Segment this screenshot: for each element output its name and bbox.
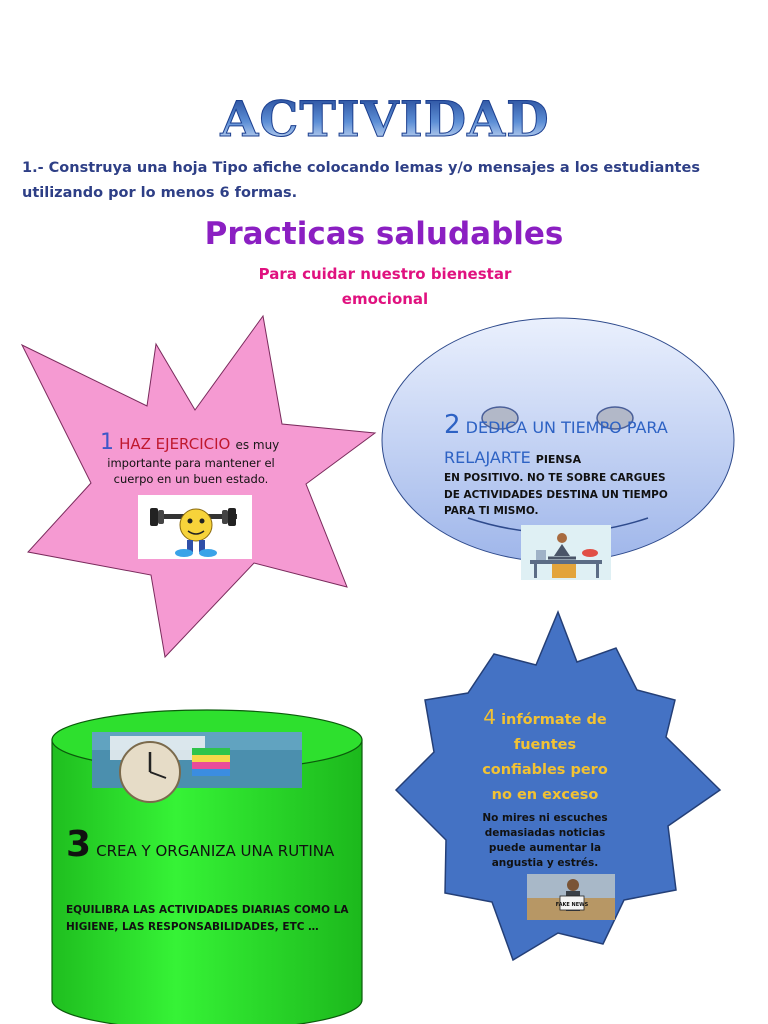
card-3-heading: CREA Y ORGANIZA UNA RUTINA [96, 842, 335, 860]
card-2-number: 2 [444, 410, 461, 440]
card-2-heading-suffix: PIENSA [535, 453, 582, 466]
card-1-heading: HAZ EJERCICIO [119, 435, 231, 453]
poster-subheading: Para cuidar nuestro bienestar emocional [258, 265, 512, 308]
instruction-text: 1.- Construya una hoja Tipo afiche colocando lemas y/o mensajes a los estudiantes utilizando por lo menos 6 formas. [22, 160, 700, 201]
card-4-number: 4 [483, 705, 497, 729]
card-4-heading: infórmate de fuentes confiables pero no en exceso [482, 712, 608, 803]
card-3-title [66, 824, 356, 866]
card-3-body: EQUILIBRA LAS ACTIVIDADES DIARIAS COMO LA HIGIENE, LAS RESPONSABILIDADES, ETC … [66, 904, 349, 933]
fake-news-icon [527, 874, 615, 920]
poster-heading: Practicas saludables [204, 216, 564, 252]
meditating-person-desk-icon [521, 525, 611, 580]
card-4-title [470, 705, 620, 808]
smiley-lifting-weights-icon [138, 495, 252, 559]
card-4-body: No mires ni escuches demasiadas noticias puede aumentar la angustia y estrés. [482, 812, 608, 869]
fake-news-sign: FAKE NEWS [555, 902, 589, 908]
card-2-heading: DEDICA UN TIEMPO PARA RELAJARTE [444, 418, 668, 467]
page-title: ACTIVIDAD [220, 90, 550, 146]
card-2-body: EN POSITIVO. NO TE SOBRE CARGUES DE ACTIVIDADES DESTINA UN TIEMPO PARA TI MISMO. [444, 472, 668, 517]
card-3-number: 3 [66, 824, 92, 865]
card-1-body: importante para mantener el cuerpo en un buen estado. [107, 456, 275, 486]
card-1-title [100, 430, 300, 455]
card-1-heading-suffix: es muy [235, 438, 280, 452]
card-1-number: 1 [100, 430, 114, 455]
card-2-title [444, 410, 704, 475]
